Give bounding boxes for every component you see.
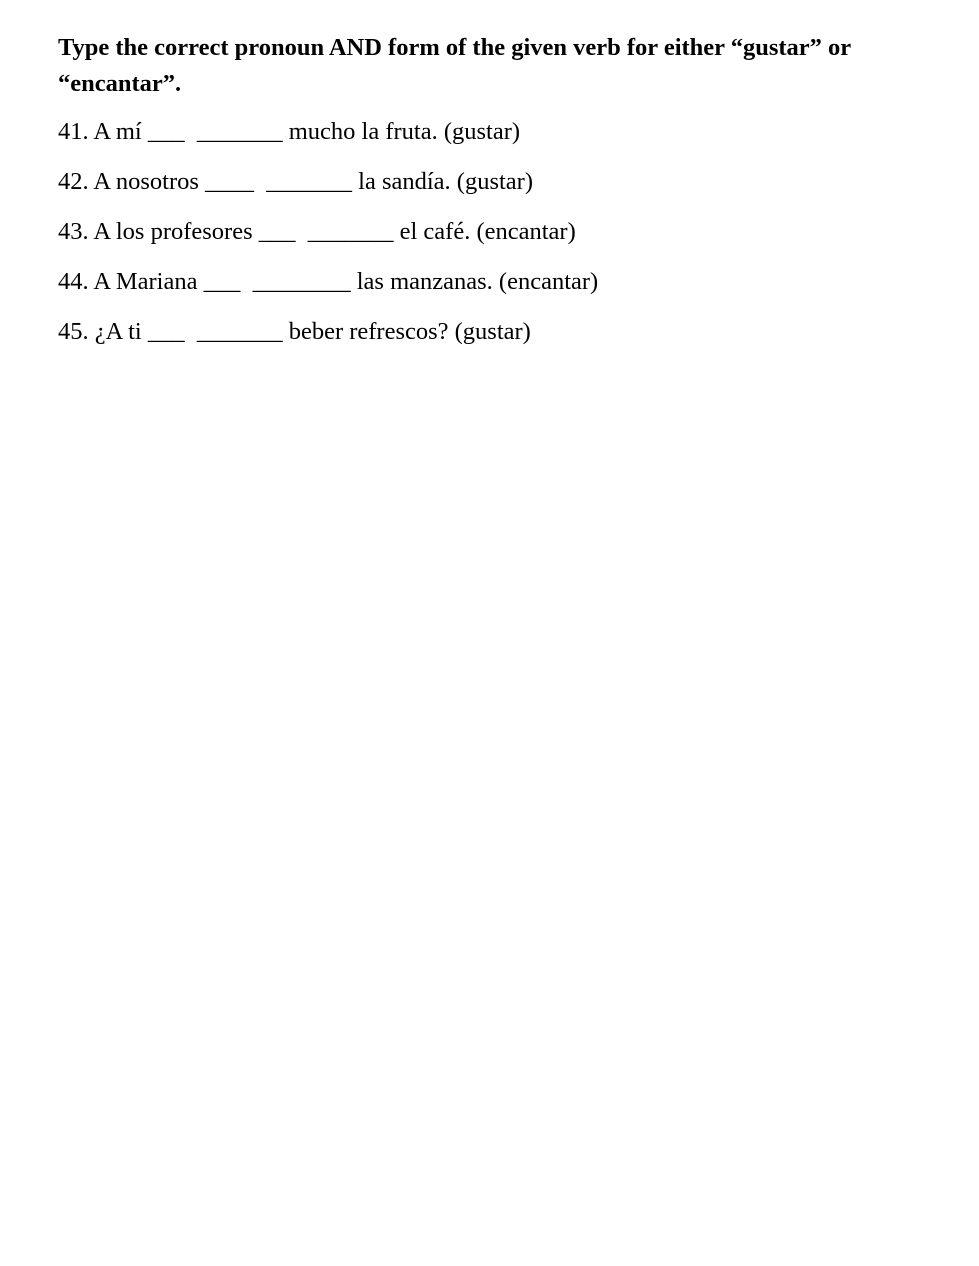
question-list [58, 118, 939, 346]
page-title-line-2: “encantar”. [58, 70, 182, 97]
page-title [58, 30, 939, 102]
question-44: 44. A Mariana ___ ________ las manzanas. (encantar) [58, 268, 599, 295]
question-43: 43. A los profesores ___ _______ el café. (encantar) [58, 218, 576, 245]
question-41: 41. A mí ___ _______ mucho la fruta. (gustar) [58, 118, 521, 145]
page-title-line-1: Type the correct pronoun AND form of the given verb for either “gustar” or [58, 34, 852, 61]
question-45: 45. ¿A ti ___ _______ beber refrescos? (gustar) [58, 318, 531, 345]
question-42: 42. A nosotros ____ _______ la sandía. (gustar) [58, 168, 533, 195]
